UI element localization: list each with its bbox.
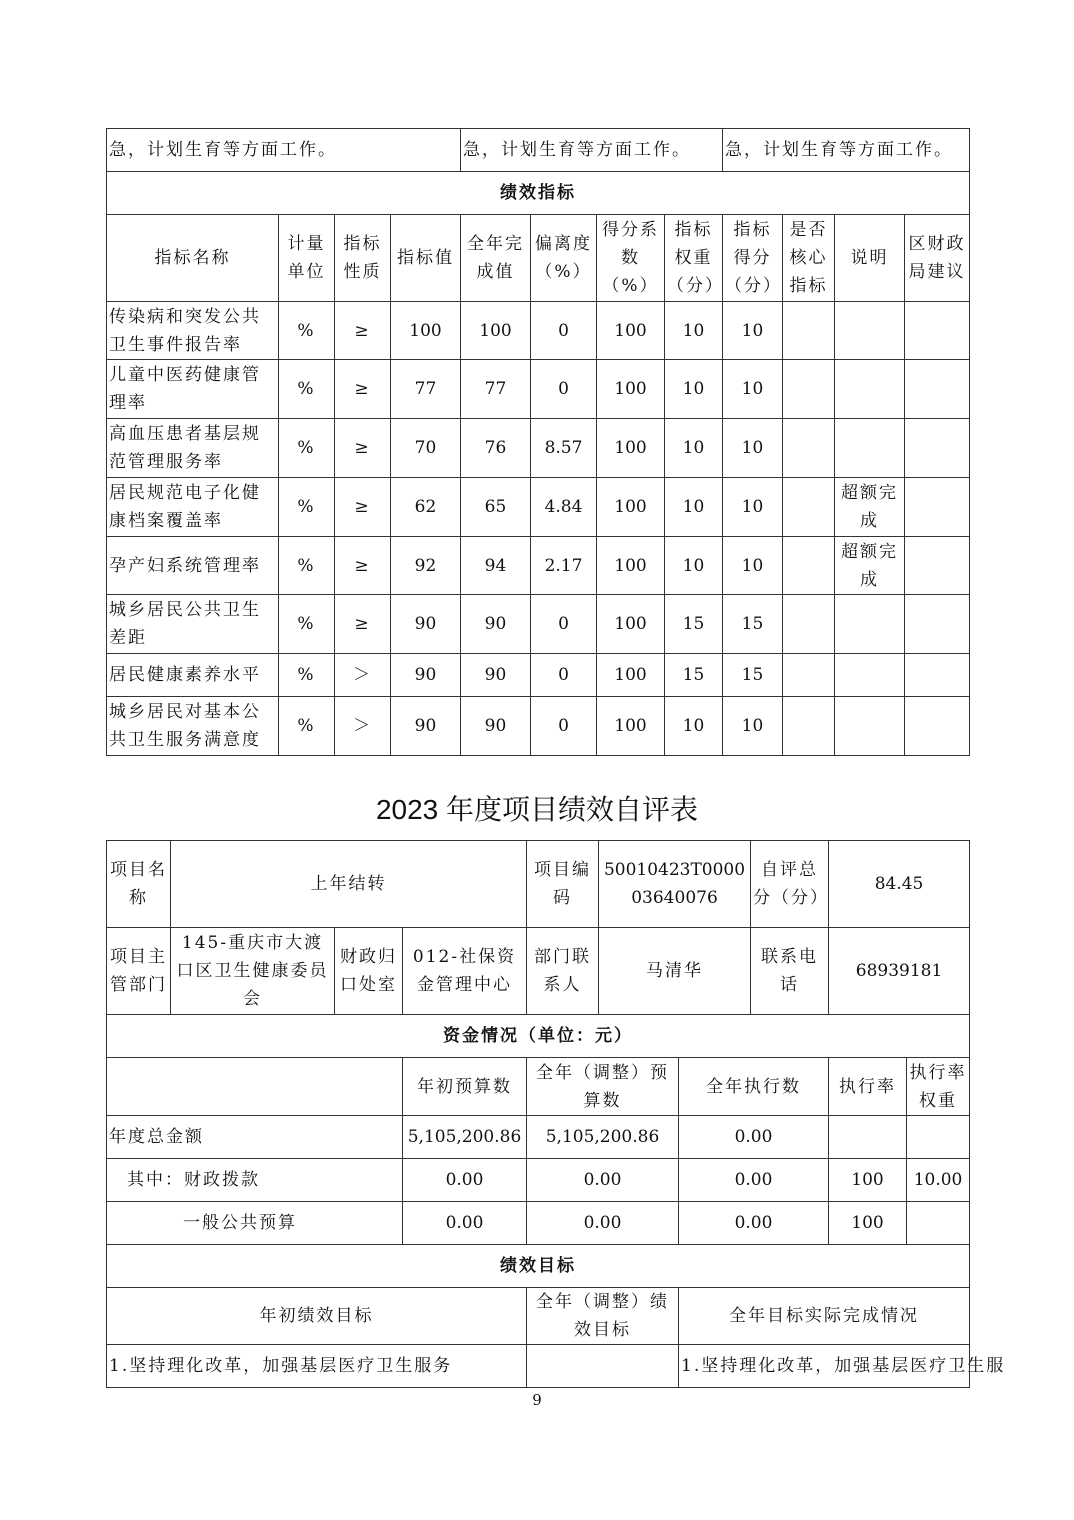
- phone-label: 联系电话: [751, 928, 829, 1015]
- header-cell: 全年（调整）绩效目标: [527, 1288, 679, 1345]
- goals-row: [107, 1345, 970, 1388]
- project-info-row: [107, 841, 970, 928]
- header-cell: 说明: [835, 215, 905, 302]
- coef-cell: 100: [597, 697, 665, 756]
- self-score: 84.45: [829, 841, 970, 928]
- actual-cell: 90: [461, 697, 531, 756]
- nature-cell: ≥: [335, 419, 391, 478]
- target-cell: 90: [391, 697, 461, 756]
- nature-cell: ≥: [335, 360, 391, 419]
- deviation-cell: 0: [531, 595, 597, 654]
- project-self-evaluation-table: [106, 840, 1006, 1388]
- target-cell: 77: [391, 360, 461, 419]
- unit-cell: %: [279, 595, 335, 654]
- rate-weight: [907, 1202, 970, 1245]
- initial-budget: 0.00: [403, 1202, 527, 1245]
- core-cell: [783, 360, 835, 419]
- header-cell: 全年执行数: [679, 1058, 829, 1116]
- adjusted-budget: 0.00: [527, 1202, 679, 1245]
- deviation-cell: 0: [531, 302, 597, 360]
- deviation-cell: 8.57: [531, 419, 597, 478]
- executed-amount: 0.00: [679, 1159, 829, 1202]
- unit-cell: %: [279, 654, 335, 697]
- table-row: [107, 595, 970, 654]
- finance-office-label: 财政归口处室: [335, 928, 403, 1015]
- goals-header-row: [107, 1288, 970, 1345]
- table-row: [107, 654, 970, 697]
- note-cell: [835, 654, 905, 697]
- deviation-cell: 0: [531, 697, 597, 756]
- weight-cell: 10: [665, 419, 723, 478]
- table-row: [107, 360, 970, 419]
- score-cell: 10: [723, 537, 783, 595]
- coef-cell: 100: [597, 302, 665, 360]
- page-title: 2023 年度项目绩效自评表: [375, 794, 699, 825]
- weight-cell: 10: [665, 478, 723, 537]
- header-cell: 年初预算数: [403, 1058, 527, 1116]
- coef-cell: 100: [597, 654, 665, 697]
- header-cell: 全年（调整）预算数: [527, 1058, 679, 1116]
- target-cell: 70: [391, 419, 461, 478]
- adjusted-budget: 5,105,200.86: [527, 1116, 679, 1159]
- suggest-cell: [905, 478, 970, 537]
- indicator-name: 儿童中医药健康管理率: [107, 360, 279, 419]
- suggest-cell: [905, 537, 970, 595]
- suggest-cell: [905, 302, 970, 360]
- actual-cell: 76: [461, 419, 531, 478]
- header-cell: 执行率权重: [907, 1058, 970, 1116]
- target-cell: 62: [391, 478, 461, 537]
- indicator-name: 城乡居民对基本公共卫生服务满意度: [107, 697, 279, 756]
- core-cell: [783, 478, 835, 537]
- nature-cell: ≥: [335, 302, 391, 360]
- deviation-cell: 2.17: [531, 537, 597, 595]
- project-code-label: 项目编码: [527, 841, 599, 928]
- suggest-cell: [905, 654, 970, 697]
- core-cell: [783, 537, 835, 595]
- header-cell: 指标值: [391, 215, 461, 302]
- actual-cell: 90: [461, 595, 531, 654]
- nature-cell: ≥: [335, 595, 391, 654]
- actual-completion: 1.坚持理化改革，加强基层医疗卫生服: [679, 1345, 970, 1388]
- rate-weight: 10.00: [907, 1159, 970, 1202]
- note-cell: [835, 302, 905, 360]
- indicator-name: 居民规范电子化健康档案覆盖率: [107, 478, 279, 537]
- executed-amount: 0.00: [679, 1116, 829, 1159]
- suggest-cell: [905, 419, 970, 478]
- execution-rate: 100: [829, 1202, 907, 1245]
- header-cell: 偏离度（%）: [531, 215, 597, 302]
- section-title-indicators: 绩效指标: [107, 172, 970, 215]
- deviation-cell: 0: [531, 360, 597, 419]
- core-cell: [783, 419, 835, 478]
- indicator-name: 居民健康素养水平: [107, 654, 279, 697]
- initial-budget: 5,105,200.86: [403, 1116, 527, 1159]
- suggest-cell: [905, 360, 970, 419]
- adjusted-budget: 0.00: [527, 1159, 679, 1202]
- header-cell: 年初绩效目标: [107, 1288, 527, 1345]
- weight-cell: 10: [665, 302, 723, 360]
- header-cell: 执行率: [829, 1058, 907, 1116]
- score-cell: 10: [723, 360, 783, 419]
- execution-rate: 100: [829, 1159, 907, 1202]
- note-cell: [835, 360, 905, 419]
- table-row: [107, 302, 970, 360]
- target-cell: 90: [391, 654, 461, 697]
- adjusted-goal: [527, 1345, 679, 1388]
- unit-cell: %: [279, 697, 335, 756]
- funds-header-row: [107, 1058, 970, 1116]
- finance-office: 012-社保资金管理中心: [403, 928, 527, 1015]
- score-cell: 10: [723, 302, 783, 360]
- score-cell: 10: [723, 478, 783, 537]
- table-row: [107, 697, 970, 756]
- actual-cell: 77: [461, 360, 531, 419]
- table-row: [107, 1202, 970, 1245]
- project-name-label: 项目名称: [107, 841, 171, 928]
- unit-cell: %: [279, 360, 335, 419]
- carryover-cell: 急，计划生育等方面工作。: [461, 129, 723, 172]
- weight-cell: 15: [665, 654, 723, 697]
- header-cell: 指标得分（分）: [723, 215, 783, 302]
- coef-cell: 100: [597, 478, 665, 537]
- coef-cell: 100: [597, 595, 665, 654]
- table-row: [107, 1116, 970, 1159]
- actual-cell: 90: [461, 654, 531, 697]
- coef-cell: 100: [597, 360, 665, 419]
- section-title-goals: 绩效目标: [107, 1245, 970, 1288]
- header-cell: 区财政局建议: [905, 215, 970, 302]
- department-row: [107, 928, 970, 1015]
- execution-rate: [829, 1116, 907, 1159]
- suggest-cell: [905, 697, 970, 756]
- unit-cell: %: [279, 478, 335, 537]
- table-row: [107, 537, 970, 595]
- project-name: 上年结转: [171, 841, 527, 928]
- weight-cell: 10: [665, 537, 723, 595]
- deviation-cell: 0: [531, 654, 597, 697]
- header-cell: 是否核心指标: [783, 215, 835, 302]
- actual-cell: 65: [461, 478, 531, 537]
- note-cell: [835, 595, 905, 654]
- contact: 马清华: [599, 928, 751, 1015]
- core-cell: [783, 595, 835, 654]
- initial-goal: 1.坚持理化改革，加强基层医疗卫生服务: [107, 1345, 527, 1388]
- dept: 145-重庆市大渡口区卫生健康委员会: [171, 928, 335, 1015]
- table-row: [107, 419, 970, 478]
- score-cell: 10: [723, 419, 783, 478]
- carryover-row: [107, 129, 970, 172]
- core-cell: [783, 302, 835, 360]
- note-cell: 超额完成: [835, 537, 905, 595]
- score-cell: 10: [723, 697, 783, 756]
- suggest-cell: [905, 595, 970, 654]
- weight-cell: 10: [665, 697, 723, 756]
- unit-cell: %: [279, 302, 335, 360]
- funds-row-label: 其中：财政拨款: [107, 1159, 403, 1202]
- project-code: 50010423T000003640076: [599, 841, 751, 928]
- target-cell: 92: [391, 537, 461, 595]
- carryover-cell: 急，计划生育等方面工作。: [723, 129, 970, 172]
- carryover-cell: 急，计划生育等方面工作。: [107, 129, 461, 172]
- core-cell: [783, 697, 835, 756]
- phone: 68939181: [829, 928, 970, 1015]
- actual-cell: 100: [461, 302, 531, 360]
- header-cell: 得分系数（%）: [597, 215, 665, 302]
- header-cell: 全年完成值: [461, 215, 531, 302]
- coef-cell: 100: [597, 419, 665, 478]
- core-cell: [783, 654, 835, 697]
- target-cell: 100: [391, 302, 461, 360]
- nature-cell: ＞: [335, 697, 391, 756]
- nature-cell: ＞: [335, 654, 391, 697]
- weight-cell: 10: [665, 360, 723, 419]
- note-cell: 超额完成: [835, 478, 905, 537]
- coef-cell: 100: [597, 537, 665, 595]
- funds-row-label: 一般公共预算: [107, 1202, 403, 1245]
- nature-cell: ≥: [335, 478, 391, 537]
- score-cell: 15: [723, 595, 783, 654]
- unit-cell: %: [279, 537, 335, 595]
- header-cell: [107, 1058, 403, 1116]
- funds-row-label: 年度总金额: [107, 1116, 403, 1159]
- indicator-header-row: [107, 215, 970, 302]
- initial-budget: 0.00: [403, 1159, 527, 1202]
- indicator-name: 传染病和突发公共卫生事件报告率: [107, 302, 279, 360]
- weight-cell: 15: [665, 595, 723, 654]
- score-cell: 15: [723, 654, 783, 697]
- page-number: 9: [532, 1391, 542, 1409]
- unit-cell: %: [279, 419, 335, 478]
- header-cell: 指标权重（分）: [665, 215, 723, 302]
- indicator-name: 高血压患者基层规范管理服务率: [107, 419, 279, 478]
- target-cell: 90: [391, 595, 461, 654]
- deviation-cell: 4.84: [531, 478, 597, 537]
- table-row: [107, 478, 970, 537]
- self-score-label: 自评总分（分）: [751, 841, 829, 928]
- table-row: [107, 1159, 970, 1202]
- header-cell: 计量单位: [279, 215, 335, 302]
- performance-indicator-table: [106, 128, 970, 756]
- contact-label: 部门联系人: [527, 928, 599, 1015]
- indicator-name: 城乡居民公共卫生差距: [107, 595, 279, 654]
- dept-label: 项目主管部门: [107, 928, 171, 1015]
- header-cell: 指标性质: [335, 215, 391, 302]
- section-title-funds: 资金情况（单位：元）: [107, 1015, 970, 1058]
- indicator-name: 孕产妇系统管理率: [107, 537, 279, 595]
- header-cell: 全年目标实际完成情况: [679, 1288, 970, 1345]
- note-cell: [835, 419, 905, 478]
- header-cell: 指标名称: [107, 215, 279, 302]
- executed-amount: 0.00: [679, 1202, 829, 1245]
- actual-cell: 94: [461, 537, 531, 595]
- rate-weight: [907, 1116, 970, 1159]
- note-cell: [835, 697, 905, 756]
- nature-cell: ≥: [335, 537, 391, 595]
